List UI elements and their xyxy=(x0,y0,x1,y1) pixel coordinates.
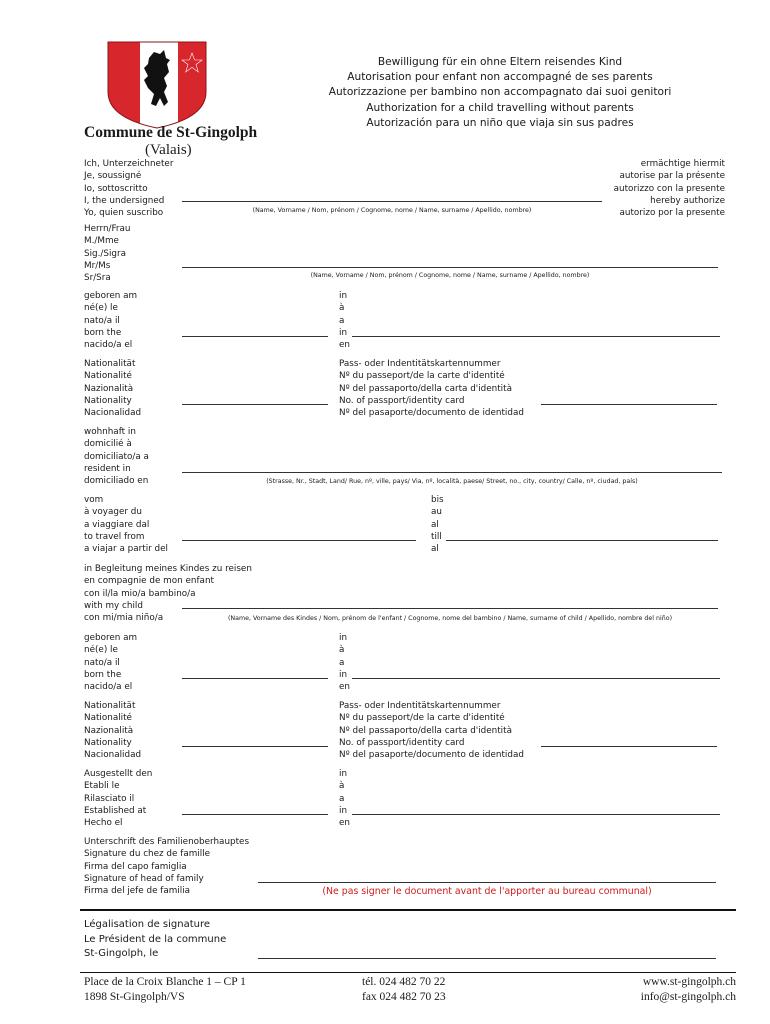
label-line: Nº del pasaporte/documento de identidad xyxy=(339,750,524,761)
label-line: Nationalité xyxy=(84,713,132,724)
travel-from-labels xyxy=(84,494,168,555)
label-line: in xyxy=(339,291,348,301)
label-line: ermächtige hiermit xyxy=(640,159,725,169)
label-line: with my child xyxy=(84,600,143,611)
title-fr: Autorisation pour enfant non accompagné de ses parents xyxy=(347,71,653,84)
title-en: Authorization for a child travelling without parents xyxy=(366,101,634,114)
label-line: Firma del jefe de familia xyxy=(84,886,191,897)
label-line: à xyxy=(339,781,345,792)
title-es: Autorización para un niño que viaja sin sus padres xyxy=(366,116,634,129)
residence-caption: (Strasse, Nr., Stadt, Land/ Rue, nº, ville, pays/ Via, nº, località, paese/ Street, no., city, country/ Calle, nº, ciudad, país) xyxy=(266,478,638,485)
label-line: a xyxy=(339,657,345,668)
label-line: Sig./Sigra xyxy=(84,248,126,259)
label-line: Signature of head of family xyxy=(84,873,204,884)
label-line: born the xyxy=(84,669,122,680)
label-line: Nº del passaporto/della carta d'identità xyxy=(339,383,512,394)
travel-until-field[interactable] xyxy=(446,540,718,541)
label-line: Sr/Sra xyxy=(84,273,111,284)
label-line: Ausgestellt den xyxy=(84,769,153,779)
label-line: al xyxy=(431,544,439,555)
signature-warning: (Ne pas signer le document avant de l'apporter au bureau communal) xyxy=(322,886,652,897)
label-line: vom xyxy=(84,495,104,505)
issued-date-labels xyxy=(84,768,152,829)
footer-divider xyxy=(80,972,736,973)
label-line: in xyxy=(339,805,348,816)
birth-place-field[interactable] xyxy=(352,336,720,337)
label-line: in xyxy=(339,769,348,779)
issued-place-labels xyxy=(339,768,350,829)
child-caption: (Name, Vorname des Kindes / Nom, prénom de l'enfant / Cognome, nome del bambino / Name, surname of child / Apellido, nombre del niño) xyxy=(227,615,673,622)
child-passport-number-field[interactable] xyxy=(541,746,717,747)
label-line: Nacionalidad xyxy=(84,750,142,761)
birth-date-field[interactable] xyxy=(182,336,328,337)
label-line: resident in xyxy=(84,463,131,474)
label-line: Nationality xyxy=(84,395,132,406)
signature-labels xyxy=(84,836,249,897)
label-line: a viaggiare dal xyxy=(84,519,150,530)
place-date-label: St-Gingolph, le xyxy=(84,948,159,959)
label-line: domiciliato/a a xyxy=(84,451,149,462)
label-line: Nº del passaporto/della carta d'identità xyxy=(339,725,512,736)
label-line: Hecho el xyxy=(84,818,123,829)
label-line: geboren am xyxy=(84,633,138,643)
label-line: autorise par la présente xyxy=(619,171,725,182)
website-link[interactable]: www.st-gingolph.ch xyxy=(642,976,736,988)
label-line: autorizzo con la presente xyxy=(613,183,725,194)
label-line: Nationalität xyxy=(84,701,136,711)
label-line: Mr/Ms xyxy=(84,260,111,271)
label-line: à voyager du xyxy=(84,507,142,518)
label-line: No. of passport/identity card xyxy=(339,737,465,748)
label-line: nato/a il xyxy=(84,657,120,668)
label-line: No. of passport/identity card xyxy=(339,395,465,406)
label-line: nacido/a el xyxy=(84,340,133,351)
label-line: al xyxy=(431,519,439,530)
address-line: 1898 St-Gingolph/VS xyxy=(84,991,185,1003)
label-line: in xyxy=(339,633,348,643)
label-line: bis xyxy=(431,495,444,505)
residence-labels xyxy=(84,426,149,487)
label-line: Nationalité xyxy=(84,371,132,382)
footer-web xyxy=(641,975,736,1005)
label-line: en xyxy=(339,340,350,351)
label-line: domiciliado en xyxy=(84,476,149,487)
person-caption: (Name, Vorname / Nom, prénom / Cognome, nome / Name, surname / Apellido, nombre) xyxy=(310,272,590,279)
label-line: in xyxy=(339,669,348,680)
label-line: Je, soussigné xyxy=(84,171,142,182)
address-line: Place de la Croix Blanche 1 – CP 1 xyxy=(84,976,246,988)
label-line: Nazionalità xyxy=(84,725,134,736)
label-line: Pass- oder Indentitätskartennummer xyxy=(339,359,501,369)
child-nationality-field[interactable] xyxy=(182,746,328,747)
residence-field[interactable] xyxy=(182,472,722,473)
birth-place-labels xyxy=(339,290,350,351)
person-labels xyxy=(84,223,131,284)
label-line: Rilasciato il xyxy=(84,793,135,804)
label-line: Nacionalidad xyxy=(84,408,142,419)
person-name-field[interactable] xyxy=(182,267,718,268)
nationality-field[interactable] xyxy=(182,404,328,405)
label-line: Firma del capo famiglia xyxy=(84,861,187,872)
signature-field[interactable] xyxy=(258,882,716,883)
label-line: autorizo por la presente xyxy=(619,208,725,219)
label-line: Nº del pasaporte/documento de identidad xyxy=(339,408,524,419)
label-line: Herrn/Frau xyxy=(84,224,131,234)
canton-name: (Valais) xyxy=(145,142,192,158)
child-birth-place-labels xyxy=(339,632,350,693)
child-birth-place-field[interactable] xyxy=(352,678,720,679)
label-line: in Begleitung meines Kindes zu reisen xyxy=(84,564,252,574)
travel-until-labels xyxy=(431,494,444,555)
label-line: né(e) le xyxy=(84,645,118,656)
title-it: Autorizzazione per bambino non accompagnato dai suoi genitori xyxy=(328,86,672,99)
passport-number-field[interactable] xyxy=(541,404,717,405)
label-line: au xyxy=(431,507,442,518)
label-line: Unterschrift des Familienoberhauptes xyxy=(84,837,250,847)
label-line: a viajar a partir del xyxy=(84,544,168,555)
label-line: domicilié à xyxy=(84,439,132,450)
label-line: a xyxy=(339,315,345,326)
email-link[interactable]: info@st-gingolph.ch xyxy=(640,991,736,1003)
label-line: Nazionalità xyxy=(84,383,134,394)
label-line: Nº du passeport/de la carte d'identité xyxy=(339,371,505,382)
label-line: en xyxy=(339,818,350,829)
child-birth-date-labels xyxy=(84,632,137,693)
undersigned-caption: (Name, Vorname / Nom, prénom / Cognome, nome / Name, surname / Apellido, nombre) xyxy=(252,207,532,214)
label-line: geboren am xyxy=(84,291,138,301)
label-line: Signature du chez de famille xyxy=(84,849,211,860)
legalisation-date-field[interactable] xyxy=(258,958,716,959)
label-line: à xyxy=(339,303,345,314)
label-line: Nationalität xyxy=(84,359,136,369)
authorize-labels xyxy=(614,158,725,219)
label-line: en compagnie de mon enfant xyxy=(84,576,214,587)
label-line: con il/la mio/a bambino/a xyxy=(84,588,196,599)
fax-number: fax 024 482 70 23 xyxy=(362,991,446,1003)
label-line: till xyxy=(431,531,442,542)
label-line: Io, sottoscritto xyxy=(84,183,148,194)
commune-coat-of-arms xyxy=(104,40,210,130)
label-line: Ich, Unterzeichneter xyxy=(84,159,174,169)
label-line: nacido/a el xyxy=(84,682,133,693)
label-line: born the xyxy=(84,327,122,338)
label-line: né(e) le xyxy=(84,303,118,314)
label-line: Nationality xyxy=(84,737,132,748)
child-nationality-labels xyxy=(84,700,141,761)
undersigned-name-field[interactable] xyxy=(182,201,602,202)
child-birth-date-field[interactable] xyxy=(182,678,328,679)
label-line: Established at xyxy=(84,805,147,816)
label-line: in xyxy=(339,327,348,338)
legalisation-title: Légalisation de signature xyxy=(84,919,211,930)
phone-number: tél. 024 482 70 22 xyxy=(362,976,446,988)
document-title-block xyxy=(300,55,700,131)
nationality-labels xyxy=(84,358,141,419)
legalisation-block xyxy=(84,918,226,962)
issued-place-field[interactable] xyxy=(352,814,720,815)
travel-from-field[interactable] xyxy=(182,540,416,541)
footer-phone xyxy=(362,975,446,1005)
section-divider xyxy=(80,909,736,911)
commune-name: Commune de St-Gingolph xyxy=(84,124,258,141)
child-passport-labels xyxy=(339,700,524,761)
passport-labels xyxy=(339,358,524,419)
label-line: a xyxy=(339,793,345,804)
president-label: Le Président de la commune xyxy=(84,933,227,945)
footer-address xyxy=(84,975,246,1005)
label-line: con mi/mia niño/a xyxy=(84,613,164,624)
label-line: wohnhaft in xyxy=(84,427,136,437)
label-line: I, the undersigned xyxy=(84,195,165,206)
label-line: M./Mme xyxy=(84,236,119,247)
label-line: Etabli le xyxy=(84,781,120,792)
issued-date-field[interactable] xyxy=(182,814,328,815)
label-line: Yo, quien suscribo xyxy=(84,208,164,219)
title-de: Bewilligung für ein ohne Eltern reisendes Kind xyxy=(377,56,623,68)
label-line: en xyxy=(339,682,350,693)
label-line: hereby authorize xyxy=(650,195,725,206)
label-line: nato/a il xyxy=(84,315,120,326)
label-line: à xyxy=(339,645,345,656)
label-line: Pass- oder Indentitätskartennummer xyxy=(339,701,501,711)
undersigned-labels xyxy=(84,158,173,219)
child-name-field[interactable] xyxy=(182,608,718,609)
birth-date-labels xyxy=(84,290,137,351)
label-line: Nº du passeport/de la carte d'identité xyxy=(339,713,505,724)
label-line: to travel from xyxy=(84,531,145,542)
